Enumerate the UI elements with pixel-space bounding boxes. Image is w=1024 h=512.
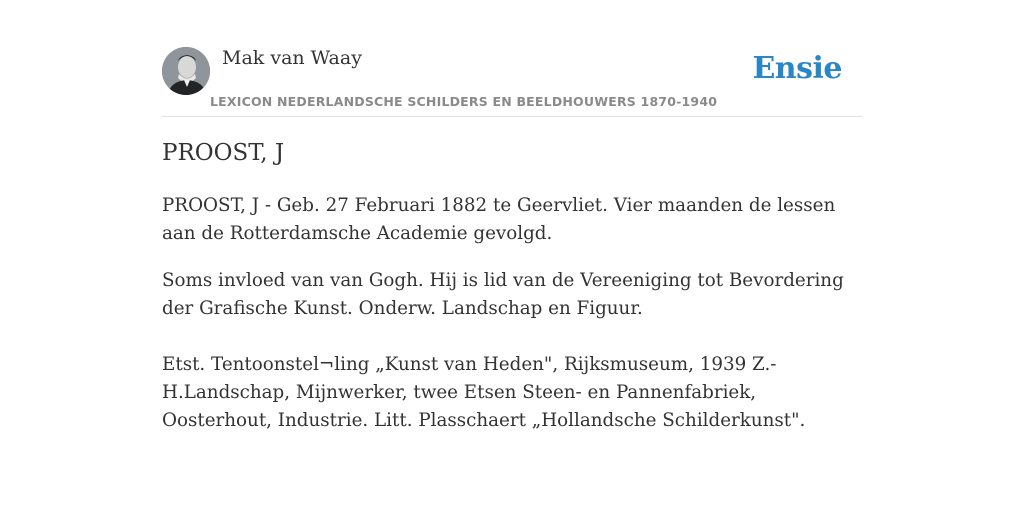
page-header [162,47,862,117]
article-title: PROOST, J [162,140,285,166]
brand-logo[interactable]: Ensie [752,51,842,86]
portrait-icon [162,47,210,95]
source-title[interactable]: LEXICON NEDERLANDSCHE SCHILDERS EN BEELDHOUWERS 1870-1940 [210,94,718,109]
article-body [162,192,862,435]
paragraph: PROOST, J - Geb. 27 Februari 1882 te Geervliet. Vier maanden de lessen aan de Rotterdamsche Academie gevolgd. [162,195,836,244]
author-name[interactable]: Mak van Waay [222,47,362,69]
paragraph: Etst. Tentoonstel¬ling „Kunst van Heden", Rijksmuseum, 1939 Z.-H.Landschap, Mijnwerker, twee Etsen Steen- en Pannenfabriek, Oosterhout, Industrie. Litt. Plasschaert „Hollandsche Schilderkunst". [162,354,806,431]
paragraph: Soms invloed van van Gogh. Hij is lid van de Vereeniging tot Bevordering der Grafische Kunst. Onderw. Landschap en Figuur. [162,270,844,319]
author-avatar[interactable] [162,47,210,95]
